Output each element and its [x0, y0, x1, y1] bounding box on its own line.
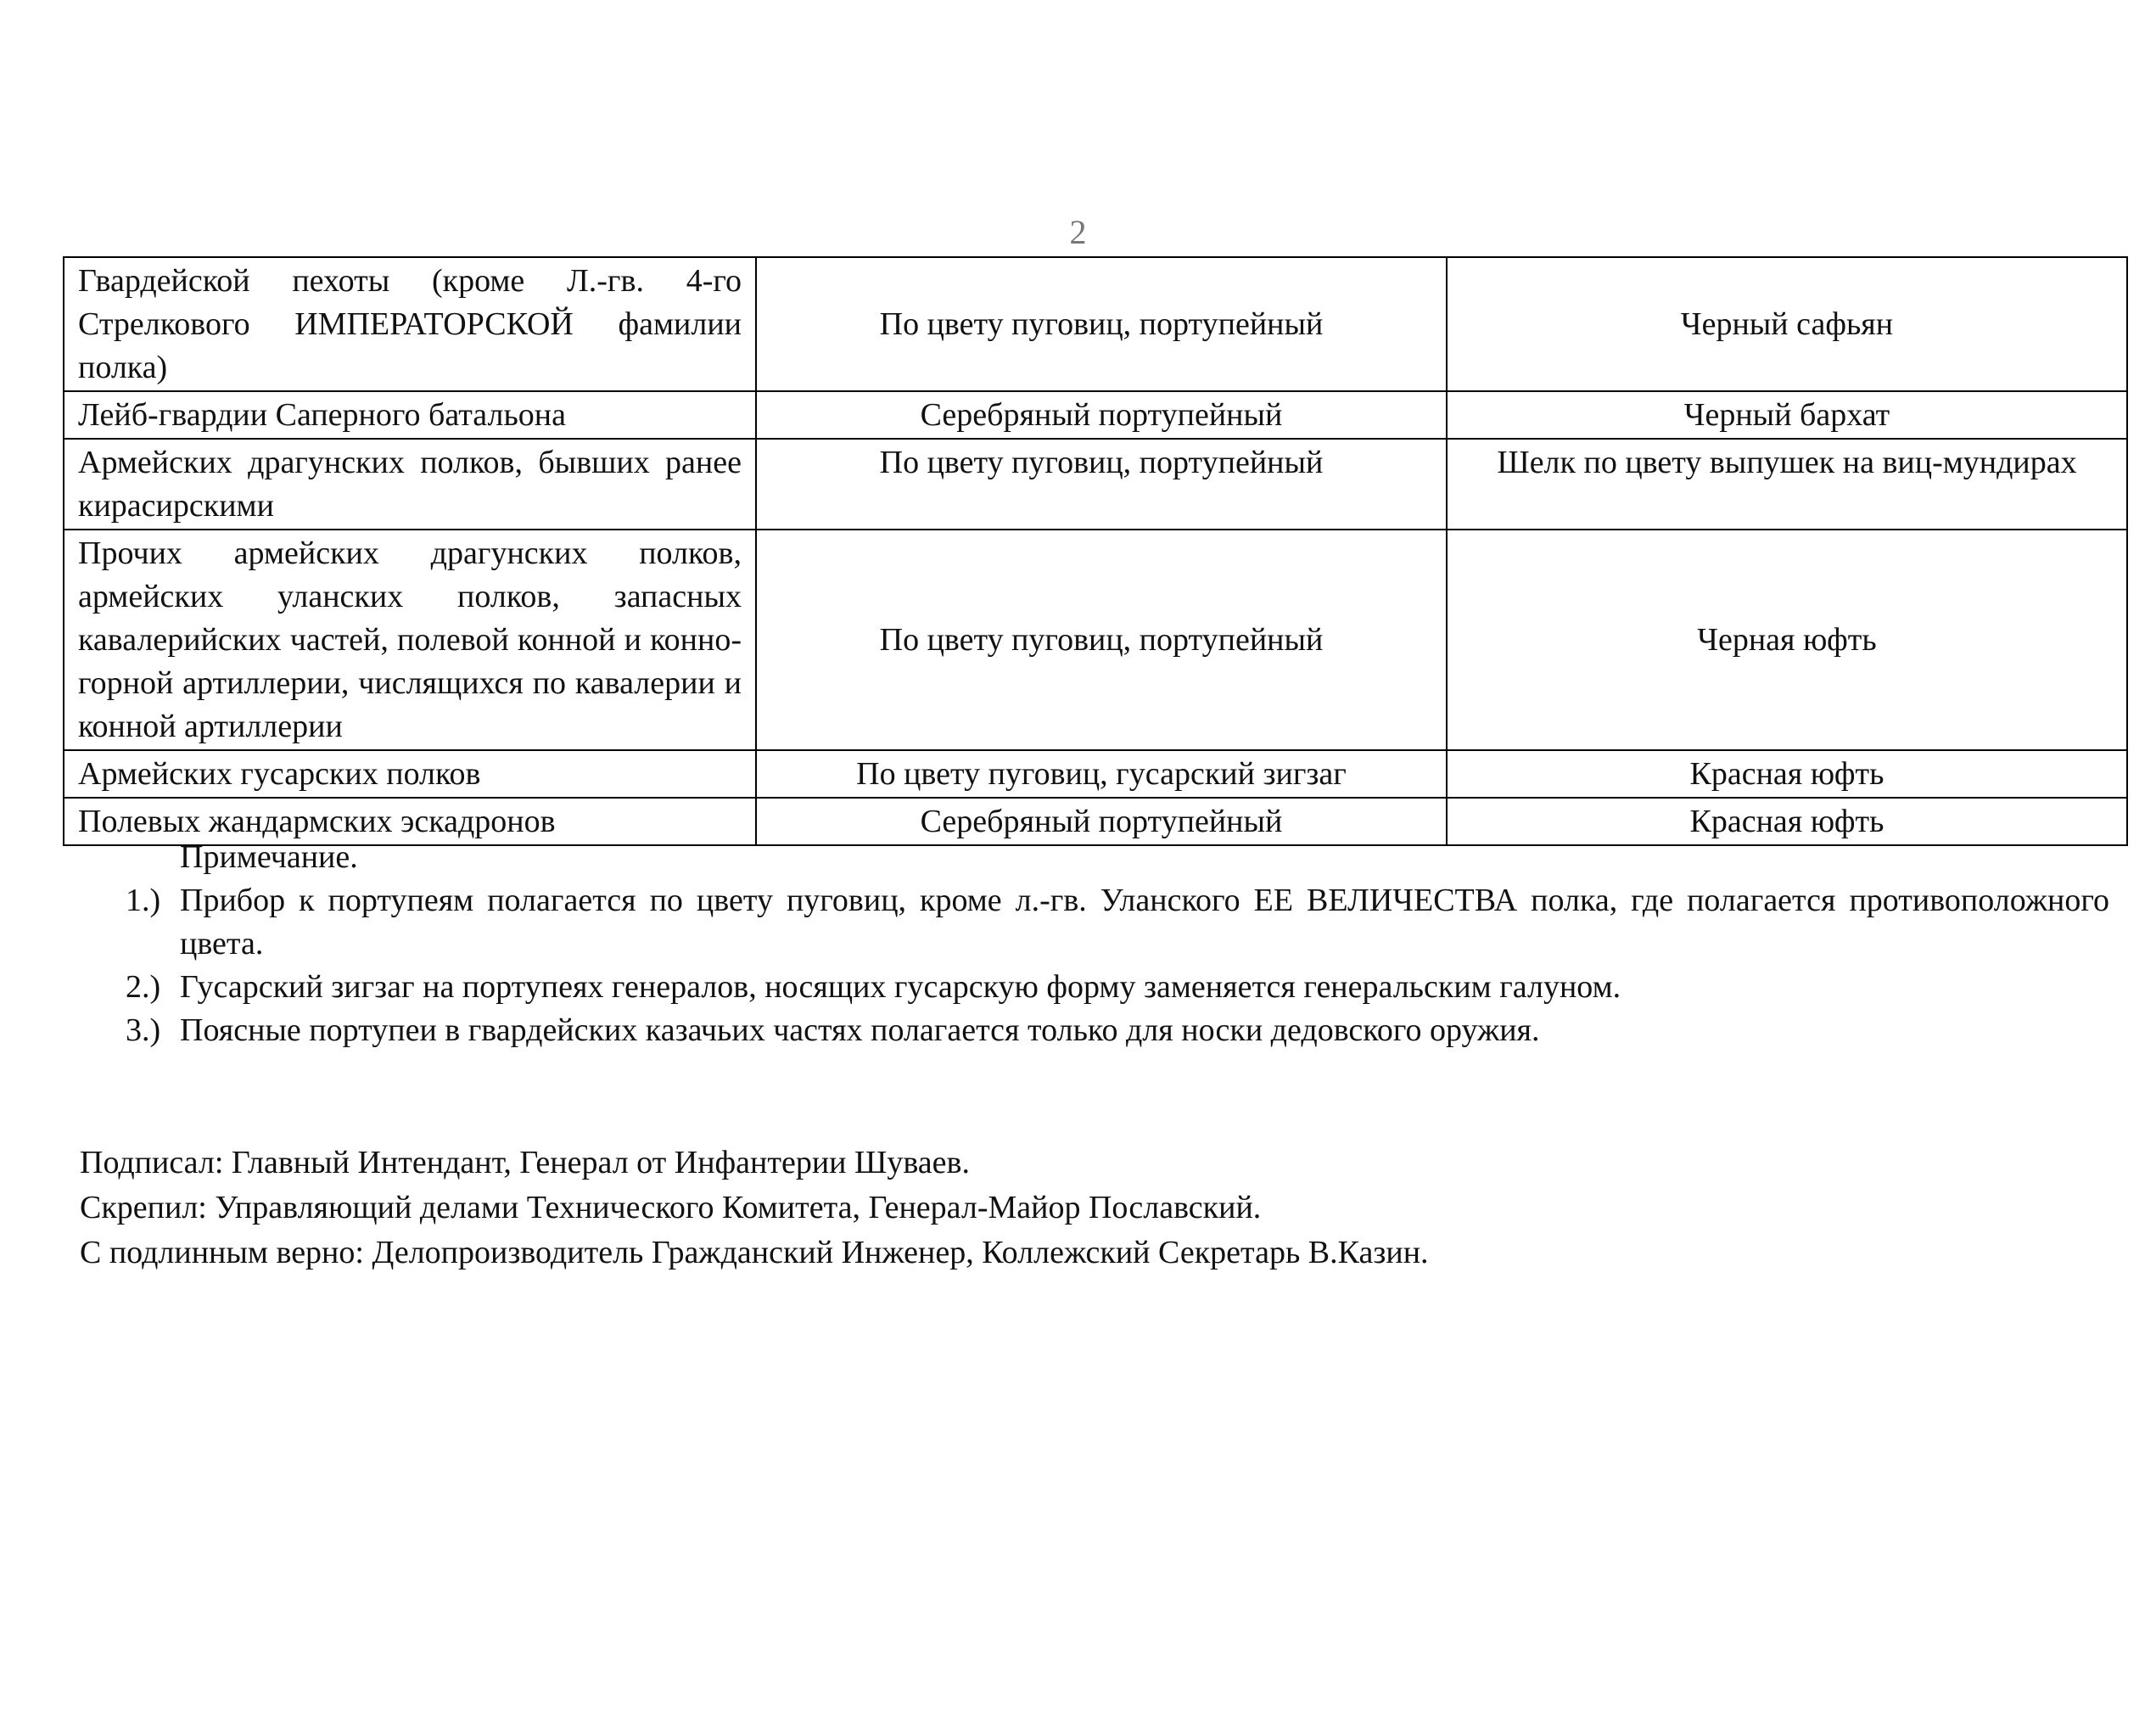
- table-cell-belt: Серебряный портупейный: [756, 798, 1447, 845]
- table-row: [64, 750, 2127, 798]
- table-cell-material: Шелк по цвету выпушек на виц-мундирах: [1447, 439, 2127, 530]
- notes-section: [126, 836, 2109, 1052]
- table-cell-material: Черный бархат: [1447, 391, 2127, 439]
- table-cell-belt: По цвету пуговиц, гусарский зигзаг: [756, 750, 1447, 798]
- note-number: 3.): [126, 1012, 161, 1048]
- table-cell-material: Черная юфть: [1447, 530, 2127, 750]
- countersigned-line: Скрепил: Управляющий делами Технического Комитета, Генерал-Майор Пославский.: [80, 1190, 1262, 1225]
- table-row: [64, 257, 2127, 391]
- table-cell-unit: Армейских гусарских полков: [64, 750, 756, 798]
- table-cell-unit: Армейских драгунских полков, бывших ранее кирасирскими: [64, 439, 756, 530]
- table-cell-belt: По цвету пуговиц, портупейный: [756, 530, 1447, 750]
- note-item: [126, 966, 2109, 1009]
- uniform-table: [63, 256, 2128, 846]
- note-item: [126, 1009, 2109, 1052]
- note-number: 2.): [126, 969, 161, 1005]
- signed-line: Подписал: Главный Интендант, Генерал от Инфантерии Шуваев.: [80, 1145, 970, 1180]
- page-number: 2: [1069, 213, 1087, 251]
- table-cell-belt: По цвету пуговиц, портупейный: [756, 439, 1447, 530]
- table-cell-unit: Прочих армейских драгунских полков, армейских уланских полков, запасных кавалерийских частей, полевой конной и конно-горной артиллерии, числящихся по кавалерии и конной артиллерии: [64, 530, 756, 750]
- note-text: Гусарский зигзаг на портупеях генералов, носящих гусарскую форму заменяется генеральским галуном.: [180, 969, 1621, 1005]
- table-cell-material: Красная юфть: [1447, 750, 2127, 798]
- table-cell-unit: Полевых жандармских эскадронов: [64, 798, 756, 845]
- certified-line: С подлинным верно: Делопроизводитель Гражданский Инженер, Коллежский Секретарь В.Казин.: [80, 1235, 1429, 1270]
- notes-title: Примечание.: [180, 839, 358, 875]
- table-row: [64, 530, 2127, 750]
- table-row: [64, 439, 2127, 530]
- table-cell-unit: Лейб-гвардии Саперного батальона: [64, 391, 756, 439]
- table-cell-belt: Серебряный портупейный: [756, 391, 1447, 439]
- signature-block: [80, 1141, 2116, 1275]
- table-row: [64, 391, 2127, 439]
- note-text: Поясные портупеи в гвардейских казачьих частях полагается только для носки дедовского оружия.: [180, 1012, 1540, 1048]
- table-cell-material: Красная юфть: [1447, 798, 2127, 845]
- note-item: [126, 879, 2109, 966]
- table-cell-belt: По цвету пуговиц, портупейный: [756, 257, 1447, 391]
- table-cell-material: Черный сафьян: [1447, 257, 2127, 391]
- note-number: 1.): [126, 883, 161, 918]
- table-cell-unit: Гвардейской пехоты (кроме Л.-гв. 4-го Стрелкового ИМПЕРАТОРСКОЙ фамилии полка): [64, 257, 756, 391]
- note-text: Прибор к портупеям полагается по цвету пуговиц, кроме л.-гв. Уланского ЕЕ ВЕЛИЧЕСТВА полка, где полагается противоположного цвета.: [180, 883, 2109, 961]
